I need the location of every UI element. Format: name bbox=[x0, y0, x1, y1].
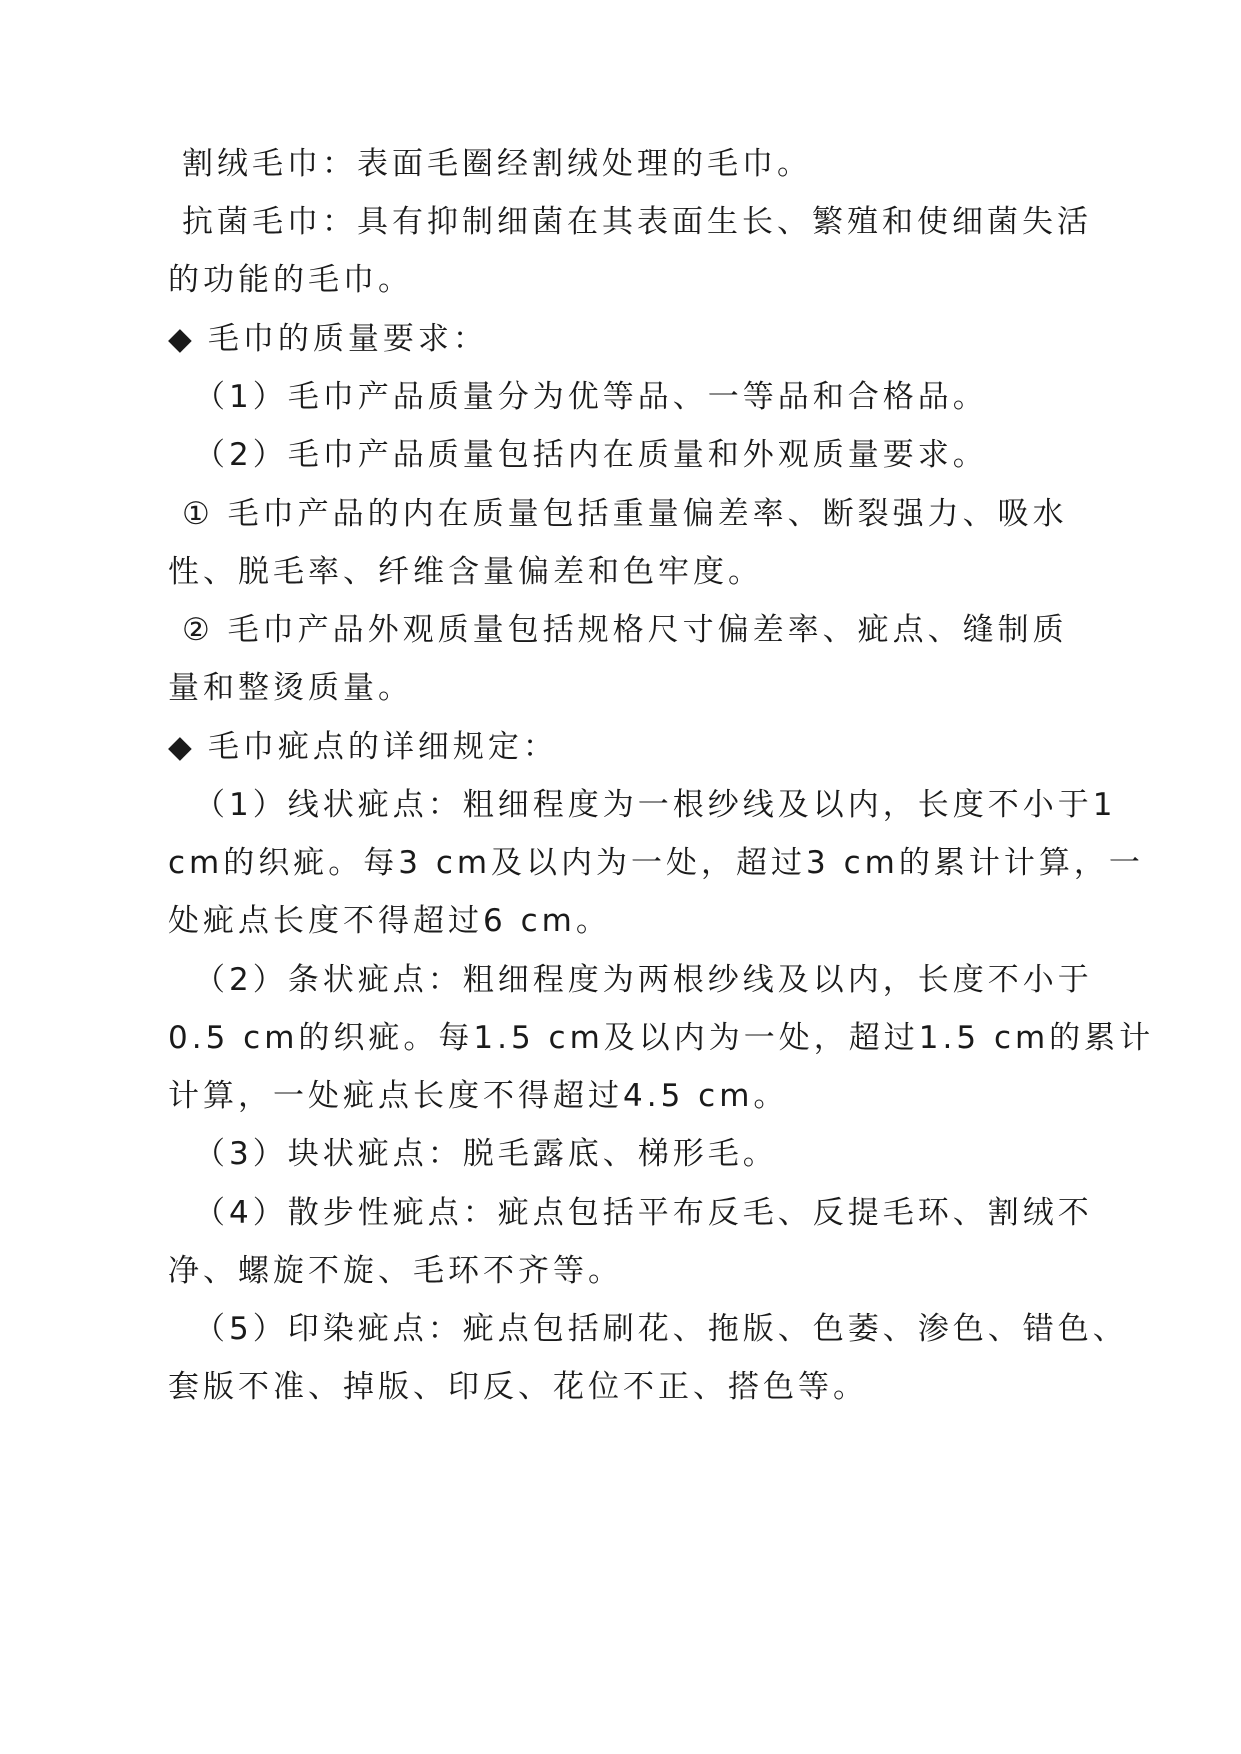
line-8: 性、脱毛率、纤维含量偏差和色牢度。 bbox=[168, 554, 763, 590]
line-21: （5）印染疵点：疵点包括刷花、拖版、色萎、渗色、错色、 bbox=[194, 1311, 1128, 1347]
line-20: 净、螺旋不旋、毛环不齐等。 bbox=[168, 1253, 623, 1289]
section-heading-quality: ◆ 毛巾的质量要求： bbox=[168, 321, 488, 357]
line-5: （1）毛巾产品质量分为优等品、一等品和合格品。 bbox=[194, 379, 988, 415]
line-17: 计算，一处疵点长度不得超过4.5 cm。 bbox=[168, 1078, 789, 1114]
line-9: ② 毛巾产品外观质量包括规格尺寸偏差率、疵点、缝制质 bbox=[182, 612, 1068, 648]
line-3: 的功能的毛巾。 bbox=[168, 262, 413, 298]
line-12: （1）线状疵点：粗细程度为一根纱线及以内，长度不小于1 bbox=[194, 787, 1117, 823]
line-6: （2）毛巾产品质量包括内在质量和外观质量要求。 bbox=[194, 437, 988, 473]
line-13: cm的织疵。每3 cm及以内为一处，超过3 cm的累计计算，一 bbox=[168, 845, 1144, 881]
line-15: （2）条状疵点：粗细程度为两根纱线及以内，长度不小于 bbox=[194, 962, 1093, 998]
diamond-bullet-icon: ◆ bbox=[168, 321, 196, 357]
line-16: 0.5 cm的织疵。每1.5 cm及以内为一处，超过1.5 cm的累计 bbox=[168, 1020, 1155, 1056]
line-22: 套版不准、掉版、印反、花位不正、搭色等。 bbox=[168, 1369, 868, 1405]
line-10: 量和整烫质量。 bbox=[168, 670, 413, 706]
line-1: 割绒毛巾：表面毛圈经割绒处理的毛巾。 bbox=[182, 146, 812, 182]
diamond-bullet-icon: ◆ bbox=[168, 729, 196, 765]
line-18: （3）块状疵点：脱毛露底、梯形毛。 bbox=[194, 1136, 778, 1172]
section-heading-defects: ◆ 毛巾疵点的详细规定： bbox=[168, 729, 558, 765]
line-19: （4）散步性疵点：疵点包括平布反毛、反提毛环、割绒不 bbox=[194, 1195, 1093, 1231]
line-2: 抗菌毛巾：具有抑制细菌在其表面生长、繁殖和使细菌失活 bbox=[182, 204, 1092, 240]
line-14: 处疵点长度不得超过6 cm。 bbox=[168, 903, 611, 939]
line-7: ① 毛巾产品的内在质量包括重量偏差率、断裂强力、吸水 bbox=[182, 496, 1068, 532]
